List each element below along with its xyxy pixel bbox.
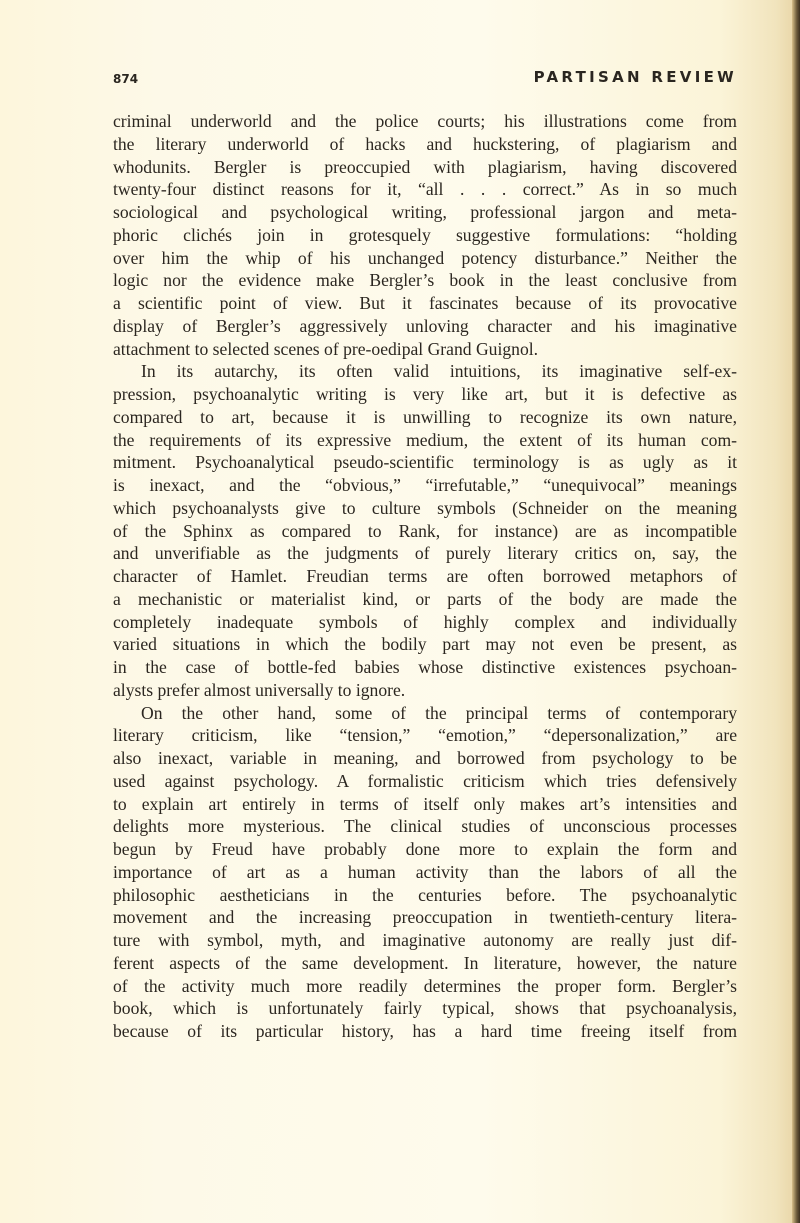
text-line: also inexact, variable in meaning, and borrowed from psychology to be bbox=[113, 748, 737, 768]
text-line: to explain art entirely in terms of itself only makes art’s intensities and bbox=[113, 793, 737, 814]
text-line: begun by Freud have probably done more to explain the form and bbox=[113, 839, 737, 859]
text-line: is inexact, and the “obvious,” “irrefutable,” “unequivocal” meanings bbox=[113, 475, 737, 495]
body-text bbox=[113, 110, 737, 1043]
text-line: alysts prefer almost universally to ignore. bbox=[113, 679, 406, 700]
text-line: the literary underworld of hacks and huckstering, of plagiarism and bbox=[113, 133, 737, 154]
book-spine-edge bbox=[792, 0, 800, 1223]
text-line: criminal underworld and the police courts; his illustrations come from bbox=[113, 111, 737, 131]
text-line: which psychoanalysts give to culture symbols (Schneider on the meaning bbox=[113, 497, 737, 518]
text-line: completely inadequate symbols of highly complex and individually bbox=[113, 611, 737, 632]
text-line: In its autarchy, its often valid intuitions, its imaginative self-ex- bbox=[141, 361, 737, 382]
text-line: sociological and psychological writing, professional jargon and meta- bbox=[113, 202, 737, 222]
text-line: attachment to selected scenes of pre-oedipal Grand Guignol. bbox=[113, 338, 539, 359]
text-line: logic nor the evidence make Bergler’s book in the least conclusive from bbox=[113, 270, 737, 291]
text-line: twenty-four distinct reasons for it, “all . . . correct.” As in so much bbox=[113, 179, 737, 200]
text-line: in the case of bottle-fed babies whose distinctive existences psychoan- bbox=[113, 657, 737, 677]
page-number: 874 bbox=[113, 72, 139, 86]
text-line: and unverifiable as the judgments of purely literary critics on, say, the bbox=[113, 543, 737, 564]
text-line: pression, psychoanalytic writing is very like art, but it is defective as bbox=[113, 384, 737, 404]
text-line: used against psychology. A formalistic criticism which tries defensively bbox=[113, 770, 737, 791]
text-line: phoric clichés join in grotesquely suggestive formulations: “holding bbox=[113, 224, 737, 245]
text-line: mitment. Psychoanalytical pseudo-scientific terminology is as ugly as it bbox=[113, 452, 737, 473]
text-line: of the Sphinx as compared to Rank, for instance) are as incompatible bbox=[113, 520, 737, 541]
page-header bbox=[113, 68, 737, 90]
text-line: over him the whip of his unchanged potency disturbance.” Neither the bbox=[113, 247, 737, 268]
text-line: character of Hamlet. Freudian terms are often borrowed metaphors of bbox=[113, 566, 737, 586]
text-line: whodunits. Bergler is preoccupied with plagiarism, having discovered bbox=[113, 156, 737, 177]
text-line: philosophic aestheticians in the centuries before. The psychoanalytic bbox=[113, 884, 737, 905]
text-line: the requirements of its expressive medium, the extent of its human com- bbox=[113, 429, 737, 450]
text-line: of the activity much more readily determines the proper form. Bergler’s bbox=[113, 975, 737, 996]
text-line: varied situations in which the bodily part may not even be present, as bbox=[113, 634, 737, 655]
text-line: ferent aspects of the same development. In literature, however, the nature bbox=[113, 952, 737, 973]
text-line: literary criticism, like “tension,” “emotion,” “depersonalization,” are bbox=[113, 725, 737, 746]
text-line: importance of art as a human activity than the labors of all the bbox=[113, 861, 737, 882]
running-head: PARTISAN REVIEW bbox=[533, 68, 737, 86]
text-line: display of Bergler’s aggressively unloving character and his imaginative bbox=[113, 315, 737, 336]
text-line: a scientific point of view. But it fascinates because of its provocative bbox=[113, 293, 737, 313]
text-line: because of its particular history, has a hard time freeing itself from bbox=[113, 1021, 737, 1041]
text-line: a mechanistic or materialist kind, or parts of the body are made the bbox=[113, 588, 737, 609]
text-line: compared to art, because it is unwilling to recognize its own nature, bbox=[113, 406, 737, 427]
text-line: delights more mysterious. The clinical studies of unconscious processes bbox=[113, 816, 737, 837]
text-line: book, which is unfortunately fairly typical, shows that psychoanalysis, bbox=[113, 998, 737, 1019]
text-line: On the other hand, some of the principal terms of contemporary bbox=[141, 702, 737, 723]
text-line: ture with symbol, myth, and imaginative autonomy are really just dif- bbox=[113, 930, 737, 950]
text-line: movement and the increasing preoccupation in twentieth-century litera- bbox=[113, 907, 737, 928]
